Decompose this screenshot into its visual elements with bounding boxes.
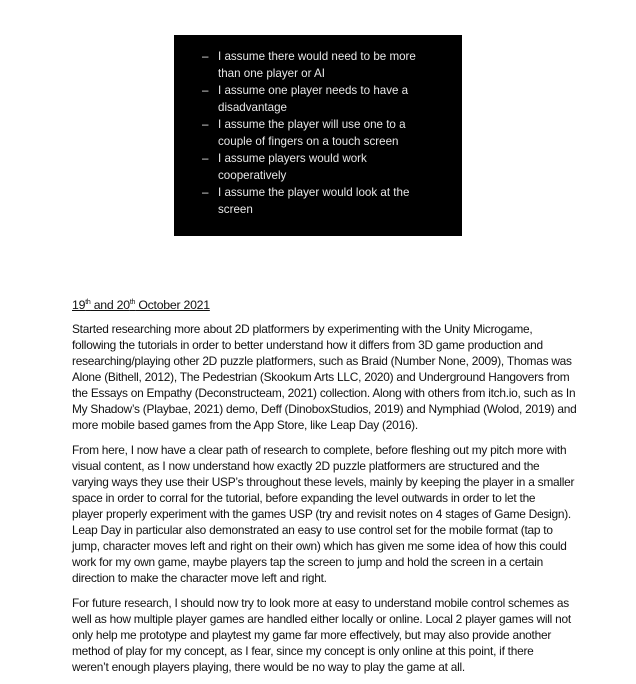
paragraph-line: weren’t enough players playing, there would be no way to play the game at all. bbox=[72, 660, 465, 674]
entry-body bbox=[72, 321, 577, 675]
paragraph bbox=[72, 595, 572, 675]
assumption-line: I assume the player will use one to a bbox=[218, 118, 406, 131]
assumption-line: I assume there would need to be more bbox=[218, 50, 416, 63]
paragraph-line: From here, I now have a clear path of research to complete, before fleshing out my pitch more with bbox=[72, 443, 567, 457]
paragraph-line: following the tutorials in order to better understand how it differs from 3D game production and bbox=[72, 338, 543, 352]
assumption-line: cooperatively bbox=[218, 169, 287, 182]
assumption-line: I assume one player needs to have a bbox=[218, 84, 409, 97]
dash-bullet-icon: – bbox=[202, 118, 209, 131]
paragraph-line: more mobile based games from the App Store, like Leap Day (2016). bbox=[72, 418, 418, 432]
paragraph-line: For future research, I should now try to look more at easy to understand mobile control schemes as bbox=[72, 596, 569, 610]
dash-bullet-icon: – bbox=[202, 84, 209, 97]
paragraph-line: space in order to corral for the tutorial, before expanding the level outwards in order to let the bbox=[72, 491, 536, 505]
assumption-line: couple of fingers on a touch screen bbox=[218, 135, 399, 148]
assumption-line: screen bbox=[218, 203, 253, 216]
assumption-line: disadvantage bbox=[218, 101, 287, 114]
assumption-line: I assume the player would look at the bbox=[218, 186, 410, 199]
paragraph-line: Alone (Bithell, 2012), The Pedestrian (Skookum Arts LLC, 2020) and Underground Hangovers from bbox=[72, 370, 570, 384]
paragraph bbox=[72, 442, 575, 586]
paragraph-line: varying ways they use their USP’s throughout these levels, mainly by keeping the player in a smaller bbox=[72, 475, 575, 489]
date-day2: and 20 bbox=[90, 298, 130, 312]
paragraph-line: well as how multiple player games are handled either locally or online. Local 2 player games will not bbox=[72, 612, 571, 626]
assumptions-image bbox=[174, 35, 462, 236]
assumption-item bbox=[174, 184, 433, 218]
dash-bullet-icon: – bbox=[202, 186, 209, 199]
date-suffix1: th bbox=[85, 299, 91, 306]
paragraph-line: Leap Day in particular also demonstrated an easy to use control set for the mobile format (tap to bbox=[72, 523, 553, 537]
paragraph-line: player properly experiment with the games USP (try and revisit notes on 4 stages of Game Design). bbox=[72, 507, 571, 521]
paragraph-line: jump, character moves left and right on their own) which has given me some idea of how this could bbox=[72, 539, 567, 553]
assumptions-list bbox=[174, 48, 433, 218]
paragraph-line: visual content, as I now understand how exactly 2D puzzle platformers are structured and the bbox=[72, 459, 540, 473]
assumption-item bbox=[174, 82, 433, 116]
entry-date-heading bbox=[72, 297, 572, 313]
assumption-line: than one player or AI bbox=[218, 67, 325, 80]
journal-entry bbox=[72, 297, 577, 684]
date-suffix2: th bbox=[129, 299, 136, 306]
assumption-item bbox=[174, 116, 433, 150]
date-day1: 19 bbox=[72, 298, 86, 312]
dash-bullet-icon: – bbox=[202, 152, 209, 165]
paragraph-line: Started researching more about 2D platformers by experimenting with the Unity Microgame, bbox=[72, 322, 533, 336]
paragraph-line: only help me prototype and playtest my game far more effectively, but may also provide another bbox=[72, 628, 552, 642]
date-month-year: October 2021 bbox=[135, 298, 210, 312]
paragraph-line: researching/playing other 2D puzzle platformers, such as Braid (Number None, 2009), Thomas was bbox=[72, 354, 572, 368]
assumption-line: I assume players would work bbox=[218, 152, 367, 165]
assumption-item bbox=[174, 48, 433, 82]
paragraph bbox=[72, 321, 577, 433]
paragraph-line: direction to make the character move left and right. bbox=[72, 571, 327, 585]
assumption-item bbox=[174, 150, 433, 184]
paragraph-line: method of play for my concept, as I fear, since my concept is only online at this point, if there bbox=[72, 644, 534, 658]
paragraph-line: work for my own game, maybe players tap the screen to jump and hold the screen in a certain bbox=[72, 555, 543, 569]
dash-bullet-icon: – bbox=[202, 50, 209, 63]
paragraph-line: My Shadow’s (Playbae, 2021) demo, Deff (DinoboxStudios, 2019) and Nymphiad (Wolod, 2019) and bbox=[72, 402, 577, 416]
paragraph-line: the Essays on Empathy (Deconstructeam, 2021) collection. Along with others from itch.io, such as In bbox=[72, 386, 576, 400]
